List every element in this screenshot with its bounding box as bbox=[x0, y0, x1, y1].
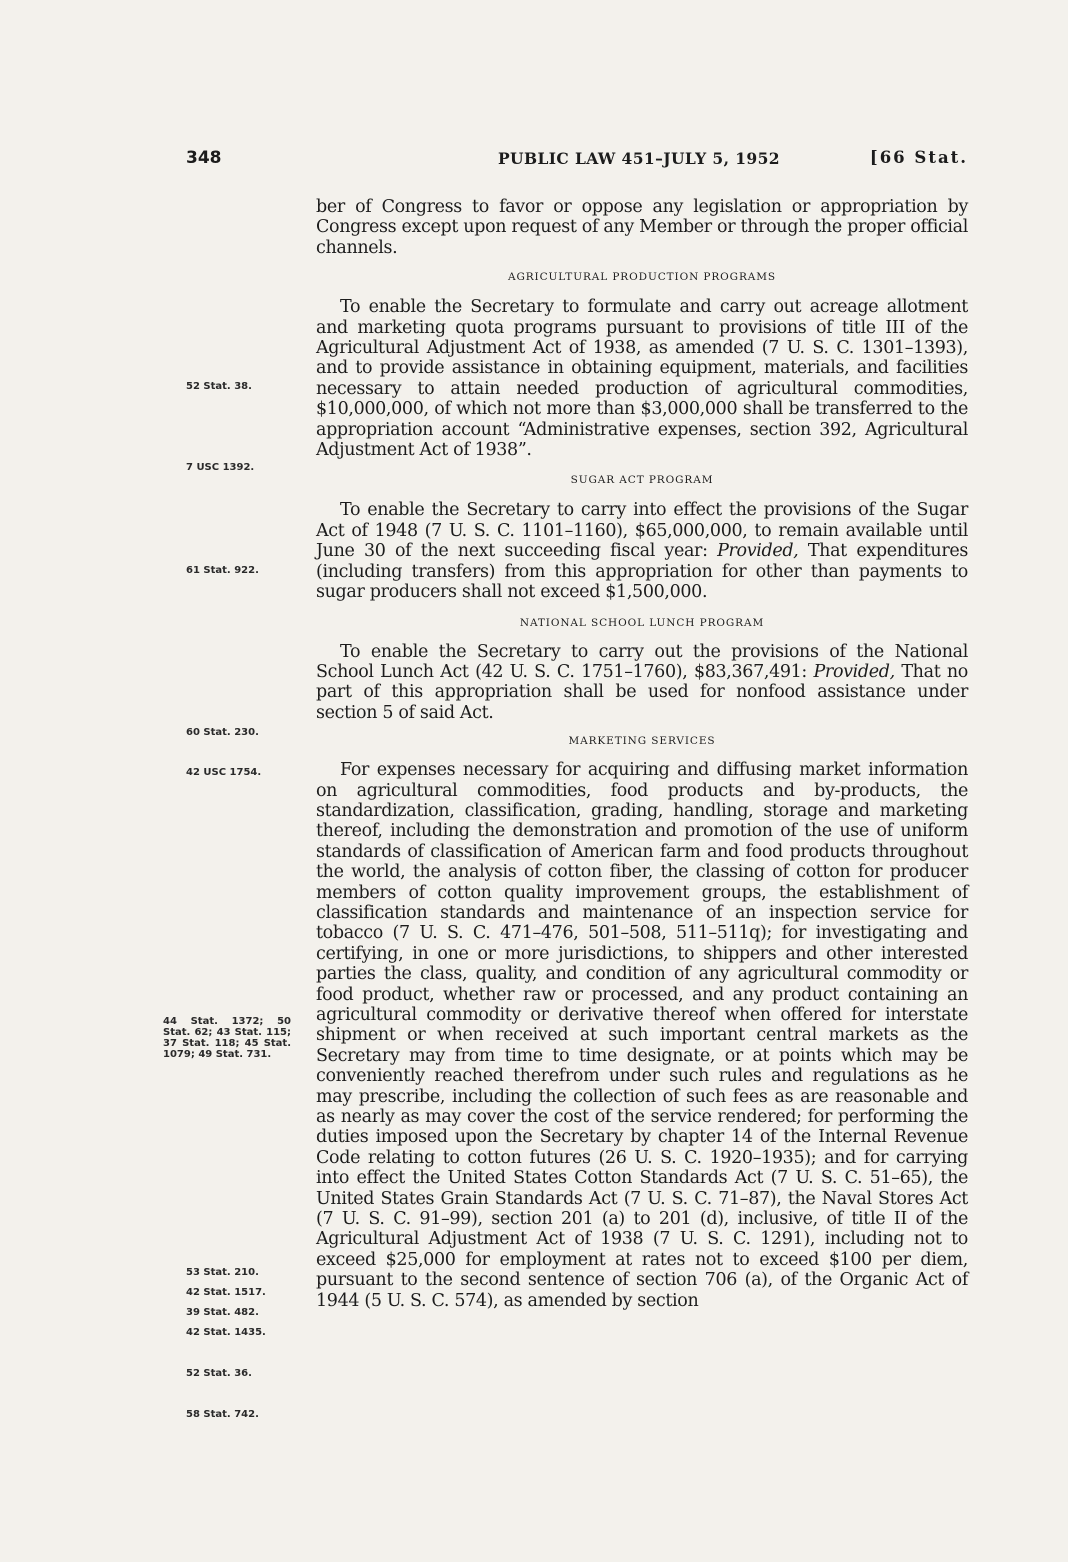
margin-note: 52 Stat. 38. bbox=[186, 381, 252, 392]
margin-note: 42 Stat. 1435. bbox=[186, 1327, 266, 1338]
margin-note: 42 USC 1754. bbox=[186, 767, 262, 778]
page-header bbox=[186, 148, 972, 174]
paragraph: For expenses necessary for acquiring and diffusing market information on agricultural commodities, food products and by-products, the standardization, classification, grading, handling, storage and marketing thereof, including the demonstration and promotion of the use of uniform standards of classification of American farm and food products throughout the world, the analysis of cotton fiber, the classing of cotton for producer members of cotton quality improvement groups, the establishment of classification standards and maintenance of an inspection service for tobacco (7 U. S. C. 471–476, 501–508, 511–511q); for investigating and certifying, in one or more jurisdictions, to shippers and other interested parties the class, quality, and condition of any agricultural commodity or food product, whether raw or processed, and any product containing an agricultural commodity or derivative thereof when offered for interstate shipment or when received at such important central markets as the Secretary may from time to time designate, or at points which may be conveniently reached therefrom under such rules and regulations as he may prescribe, including the collection of such fees as are reasonable and as nearly as may cover the cost of the service rendered; for performing the duties imposed upon the Secretary by chapter 14 of the Internal Revenue Code relating to cotton futures (26 U. S. C. 1920–1935); and for carrying into effect the United States Cotton Standards Act (7 U. S. C. 51–65), the United States Grain Standards Act (7 U. S. C. 71–87), the Naval Stores Act (7 U. S. C. 91–99), section 201 (a) to 201 (d), inclusive, of title II of the Agricultural Adjustment Act of 1938 (7 U. S. C. 1291), including not to exceed $25,000 for employment at rates not to exceed $100 per diem, pursuant to the second sentence of section 706 (a), of the Organic Act of 1944 (5 U. S. C. 574), as amended by section bbox=[316, 760, 968, 1311]
running-title: PUBLIC LAW 451–JULY 5, 1952 bbox=[498, 149, 780, 168]
section-heading: SUGAR ACT PROGRAM bbox=[570, 474, 714, 487]
margin-note: 52 Stat. 36. bbox=[186, 1368, 252, 1379]
margin-note: 60 Stat. 230. bbox=[186, 727, 259, 738]
margin-note: 44 Stat. 1372; 50 Stat. 62; 43 Stat. 115; 37 Stat. 118; 45 Stat. 1079; 49 Stat. 731. bbox=[163, 1016, 291, 1060]
body-text bbox=[316, 197, 968, 1311]
section-heading: MARKETING SERVICES bbox=[568, 735, 716, 748]
margin-note: 39 Stat. 482. bbox=[186, 1307, 259, 1318]
margin-note: 42 Stat. 1517. bbox=[186, 1287, 266, 1298]
paragraph-text: That expenditures (including transfers) from this appropriation for other than payments to sugar producers shall not exceed $1,500,000. bbox=[316, 541, 968, 603]
proviso-term: Provided, bbox=[813, 661, 895, 682]
paragraph-continued: ber of Congress to favor or oppose any legislation or appropriation by Congress except upon request of any Member or through the proper official channels. bbox=[316, 197, 968, 258]
paragraph: To enable the Secretary to formulate and carry out acreage allotment and marketing quota programs pursuant to provisions of title III of the Agricultural Adjustment Act of 1938, as amended (7 U. S. C. 1301–1393), and to provide assistance in obtaining equipment, materials, and facilities necessary to attain needed production of agricultural commodities, $10,000,000, of which not more than $3,000,000 shall be transferred to the appropriation account “Administrative expenses, section 392, Agricultural Adjustment Act of 1938”. bbox=[316, 297, 968, 461]
paragraph-text: To enable the Secretary to carry into effect the provisions of the Sugar Act of 1948 (7 U. S. C. 1101–1160), $65,000,000, to remain available until June 30 of the next succeeding fiscal year: bbox=[316, 500, 968, 562]
margin-note: 53 Stat. 210. bbox=[186, 1267, 259, 1278]
paragraph bbox=[316, 642, 968, 724]
page-number: 348 bbox=[186, 148, 222, 168]
paragraph bbox=[316, 500, 968, 602]
statute-reference: [66 Stat. bbox=[869, 148, 968, 167]
paragraph-text: To enable the Secretary to carry out the provisions of the National School Lunch Act (42 U. S. C. 1751–1760), $83,367,491: bbox=[316, 641, 968, 682]
margin-note: 61 Stat. 922. bbox=[186, 565, 259, 576]
paragraph-text: That no part of this appropriation shall be used for nonfood assistance under section 5 of said Act. bbox=[316, 661, 968, 723]
margin-note: 58 Stat. 742. bbox=[186, 1409, 259, 1420]
section-heading: NATIONAL SCHOOL LUNCH PROGRAM bbox=[519, 616, 765, 629]
margin-note: 7 USC 1392. bbox=[186, 462, 255, 473]
section-heading: AGRICULTURAL PRODUCTION PROGRAMS bbox=[507, 271, 777, 284]
proviso-term: Provided, bbox=[717, 541, 799, 562]
